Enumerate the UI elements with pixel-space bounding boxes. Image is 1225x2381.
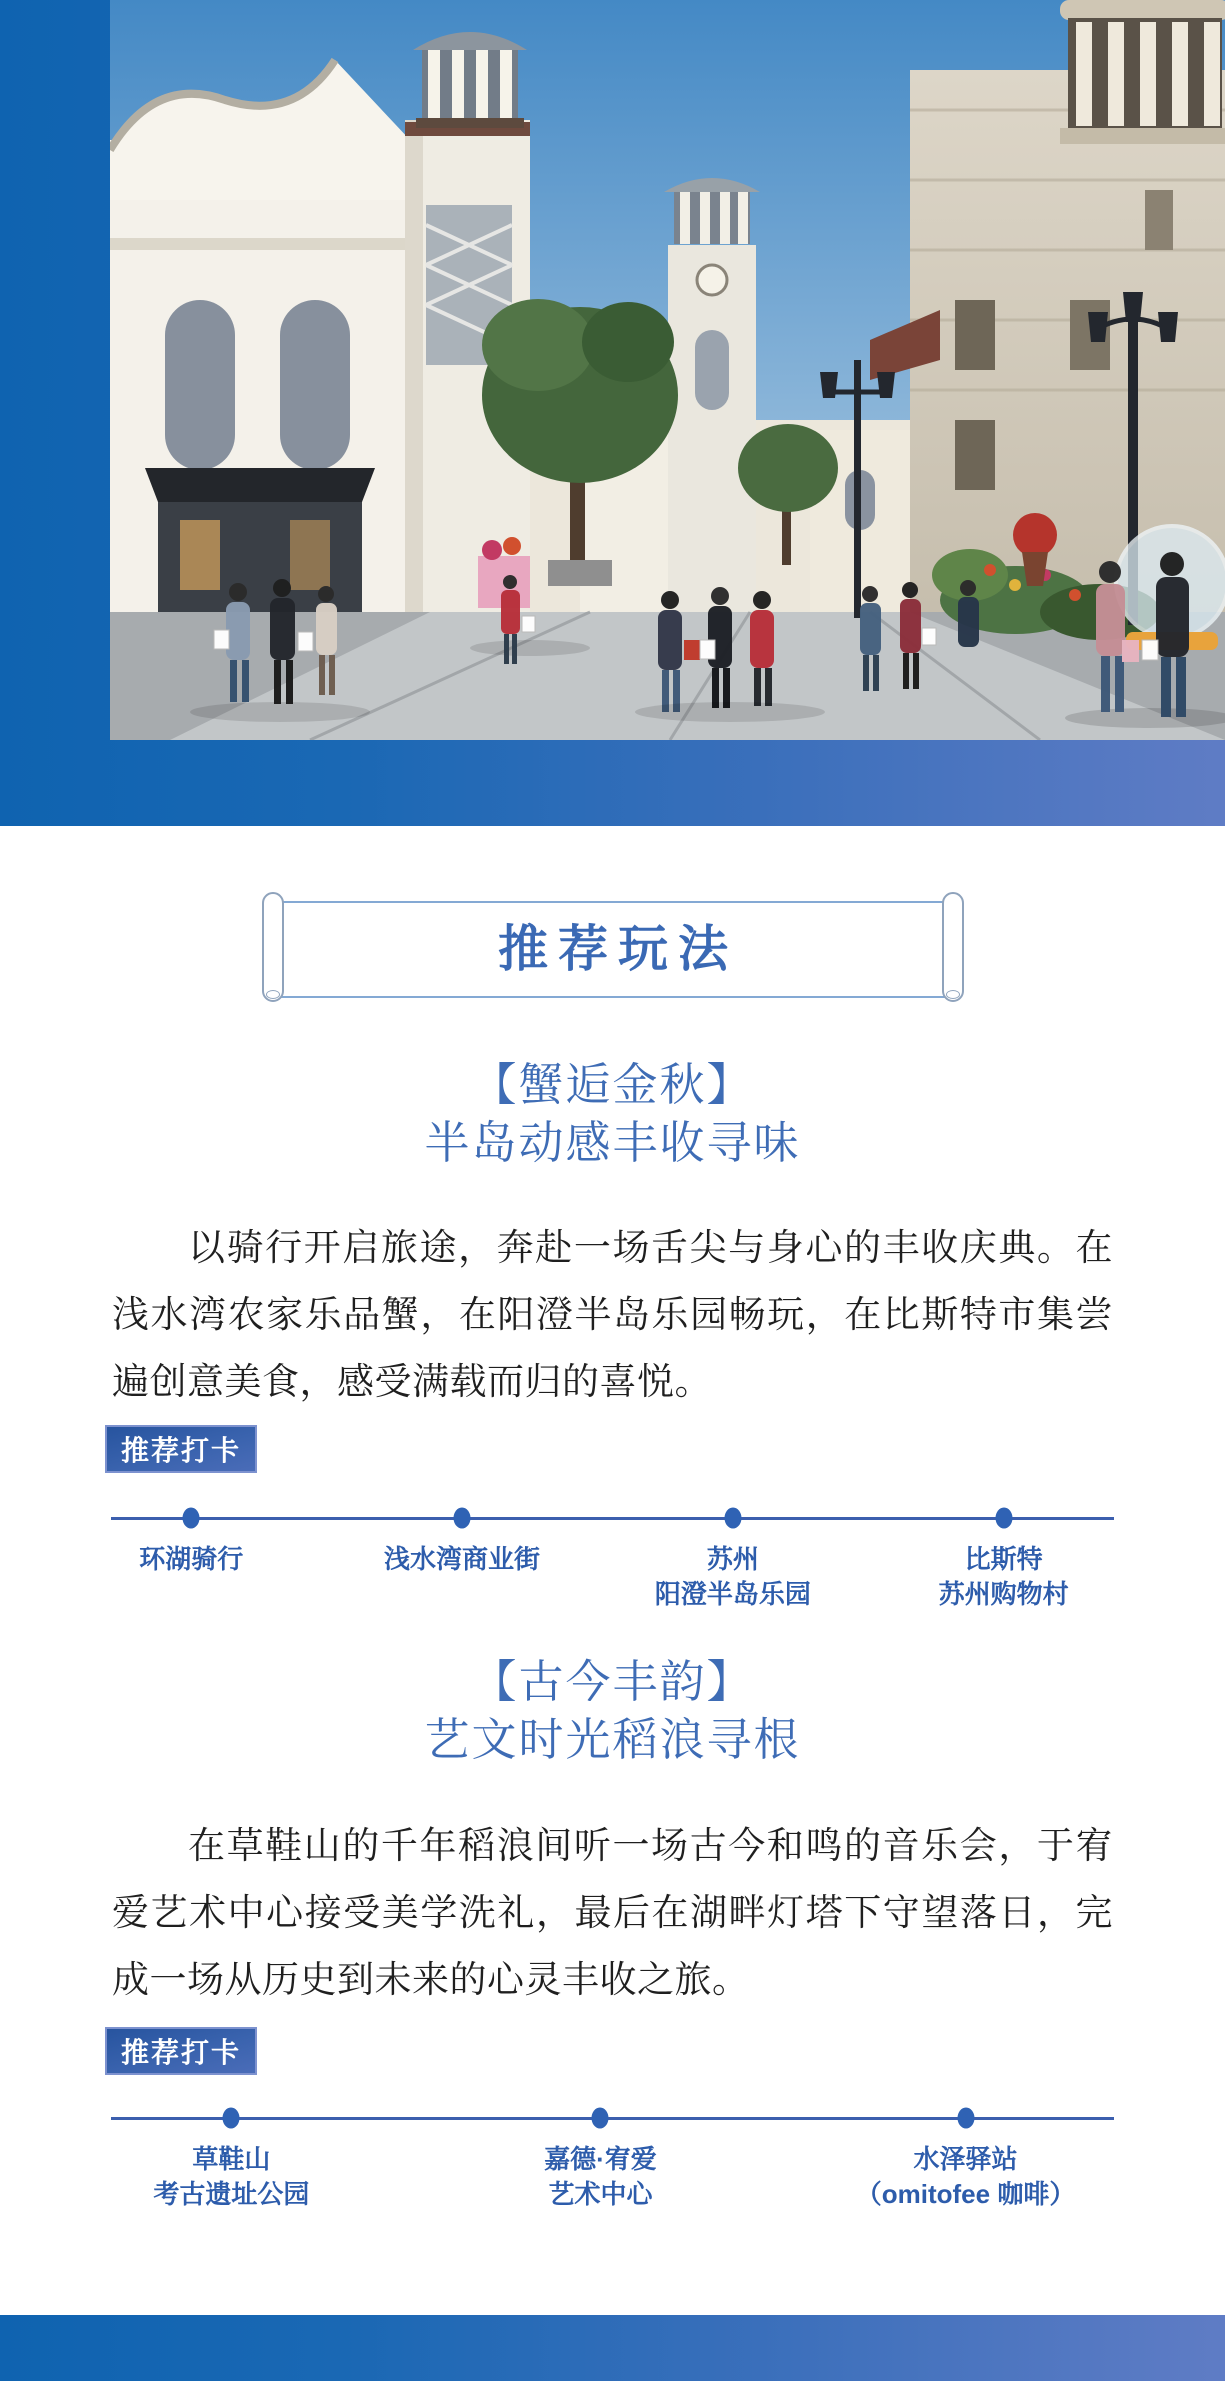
timeline-stop-label: 环湖骑行 xyxy=(139,1544,244,1574)
timeline-dot xyxy=(995,1508,1012,1529)
section-banner xyxy=(262,892,964,1004)
section2-timeline xyxy=(111,2100,1114,2230)
banner-title: 推荐玩法 xyxy=(498,919,738,979)
bottom-blue-band xyxy=(0,2315,1225,2381)
timeline-line xyxy=(111,1517,1114,1520)
timeline-dot xyxy=(183,1508,200,1529)
timeline-stop-label: 浅水湾商业街 xyxy=(384,1544,541,1574)
section2-paragraph: 在草鞋山的千年稻浪间听一场古今和鸣的音乐会，于宥爱艺术中心接受美学洗礼，最后在湖畔灯塔下守望落日，完成一场从历史到未来的心灵丰收之旅。 xyxy=(112,1825,1113,2000)
section1-badge: 推荐打卡 xyxy=(105,1425,257,1473)
timeline-dot xyxy=(957,2108,974,2129)
section2-heading xyxy=(0,1653,1225,1769)
timeline-dot xyxy=(223,2108,240,2129)
section1-heading-line1: 【蟹逅金秋】 xyxy=(471,1059,754,1110)
timeline-dot xyxy=(724,1508,741,1529)
section1-heading-line2: 半岛动感丰收寻味 xyxy=(424,1117,801,1168)
street-scene-illustration xyxy=(110,0,1225,740)
section2-badge: 推荐打卡 xyxy=(105,2027,257,2075)
timeline-stop-label: 水泽驿站 （omitofee 咖啡） xyxy=(855,2144,1076,2209)
section1-heading xyxy=(0,1056,1225,1172)
hero-photo xyxy=(110,0,1225,740)
timeline-stop-label: 比斯特 苏州购物村 xyxy=(938,1544,1069,1609)
section2-heading-line2: 艺文时光稻浪寻根 xyxy=(424,1714,801,1765)
section1-paragraph: 以骑行开启旅途，奔赴一场舌尖与身心的丰收庆典。在浅水湾农家乐品蟹，在阳澄半岛乐园畅玩，在比斯特市集尝遍创意美食，感受满载而归的喜悦。 xyxy=(112,1227,1113,1402)
timeline-dot xyxy=(592,2108,609,2129)
timeline-stop-label: 嘉德·宥爱 艺术中心 xyxy=(544,2144,657,2209)
timeline-stop-label: 草鞋山 考古遗址公园 xyxy=(153,2144,310,2209)
section2-heading-line1: 【古今丰韵】 xyxy=(471,1656,754,1707)
timeline-dot xyxy=(454,1508,471,1529)
section1-timeline xyxy=(111,1500,1114,1630)
timeline-stop-label: 苏州 阳澄半岛乐园 xyxy=(654,1544,811,1609)
